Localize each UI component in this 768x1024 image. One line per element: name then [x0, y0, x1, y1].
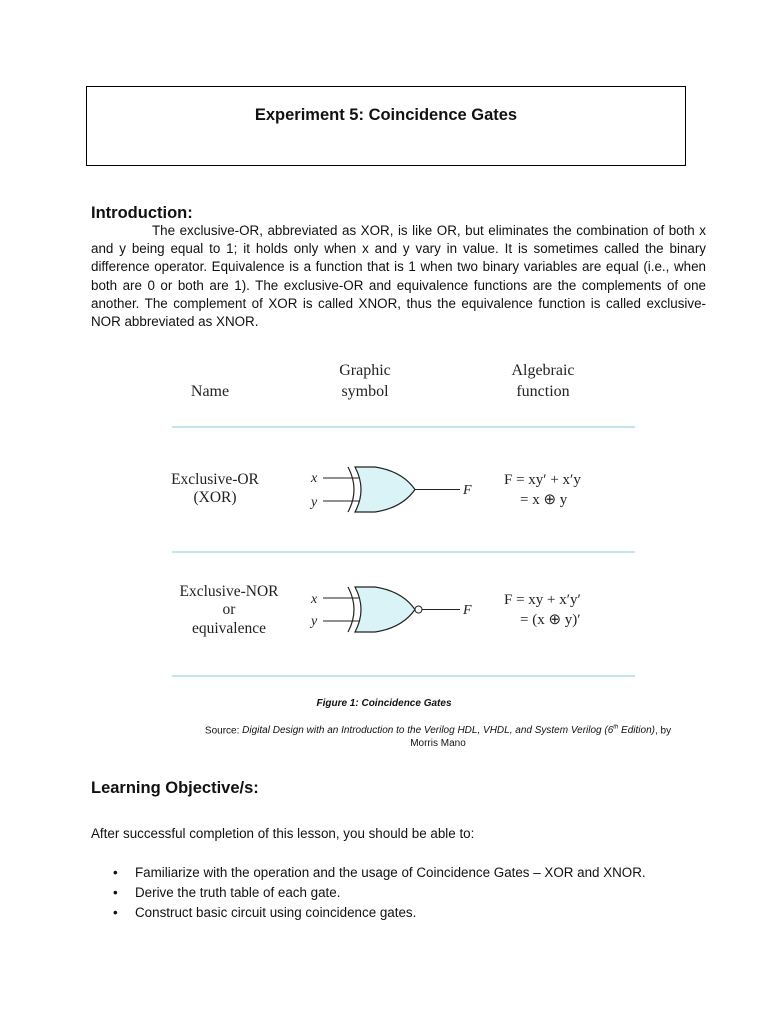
objectives-list: [91, 863, 646, 923]
column-header-symbol: symbol: [341, 383, 389, 400]
xnor-gate-icon: [323, 587, 460, 632]
title-box: [86, 86, 686, 166]
xor-input-x: x: [311, 471, 318, 486]
introduction-heading: Introduction:: [91, 204, 193, 222]
source-superscript: th: [613, 725, 619, 731]
list-item: [91, 863, 646, 883]
xnor-output-f: F: [463, 603, 472, 618]
xnor-input-y: y: [311, 614, 318, 629]
xnor-name-line1: Exclusive-NOR: [179, 583, 279, 600]
bullet: •: [113, 885, 118, 900]
introduction-text: The exclusive-OR, abbreviated as XOR, is like OR, but eliminates the combination of both x and y being equal to 1; it holds only when x and y vary in value. It is sometimes called the binary difference operator. Equivalence is a function that is 1 when two binary variables are equal (i.e., when both are 0 or both are 1). The exclusive-OR and equivalence functions are the complements of one another. The complement of XOR is called XNOR, thus the equivalence function is called exclusive-NOR abbreviated as XNOR.: [91, 223, 706, 330]
column-header-graphic: Graphic: [339, 362, 391, 379]
xnor-equation-line2: = (x ⊕ y)′: [520, 612, 581, 628]
xor-equation-line1: F = xy′ + x′y: [504, 472, 581, 488]
xnor-input-x: x: [311, 592, 318, 607]
xor-name-line2: (XOR): [193, 489, 237, 506]
bullet: •: [113, 865, 118, 880]
objective-text: Familiarize with the operation and the usage of Coincidence Gates – XOR and XNOR.: [135, 865, 646, 880]
column-header-name: Name: [190, 383, 230, 400]
objective-text: Construct basic circuit using coincidence gates.: [135, 905, 417, 920]
objective-text: Derive the truth table of each gate.: [135, 885, 341, 900]
xnor-name-line2: or: [222, 601, 236, 618]
source-title: Digital Design with an Introduction to the Verilog HDL, VHDL, and System Verilog (6: [242, 725, 614, 737]
xor-equation-line2: = x ⊕ y: [520, 492, 568, 508]
bullet: •: [113, 905, 118, 920]
list-item: [91, 883, 646, 903]
objectives-intro: After successful completion of this lesson, you should be able to:: [91, 826, 475, 841]
figure-source: [200, 722, 676, 750]
source-edition: Edition): [618, 725, 655, 737]
learning-objectives-heading: Learning Objective/s:: [91, 779, 259, 797]
xnor-name-line3: equivalence: [191, 620, 267, 637]
xor-gate-icon: [323, 467, 460, 512]
source-suffix: , by Morris Mano: [410, 725, 672, 750]
xor-output-f: F: [463, 483, 472, 498]
coincidence-gates-figure: [170, 355, 640, 685]
xor-name-line1: Exclusive-OR: [171, 471, 259, 488]
page-title: Experiment 5: Coincidence Gates: [254, 106, 518, 124]
introduction-paragraph: [91, 222, 706, 331]
xor-input-y: y: [311, 495, 318, 510]
list-item: [91, 903, 646, 923]
xnor-equation-line1: F = xy + x′y′: [504, 592, 581, 608]
column-header-function: function: [516, 383, 570, 400]
source-prefix: Source:: [204, 725, 240, 737]
column-header-algebraic: Algebraic: [511, 362, 575, 379]
figure-caption: Figure 1: Coincidence Gates: [316, 698, 452, 709]
